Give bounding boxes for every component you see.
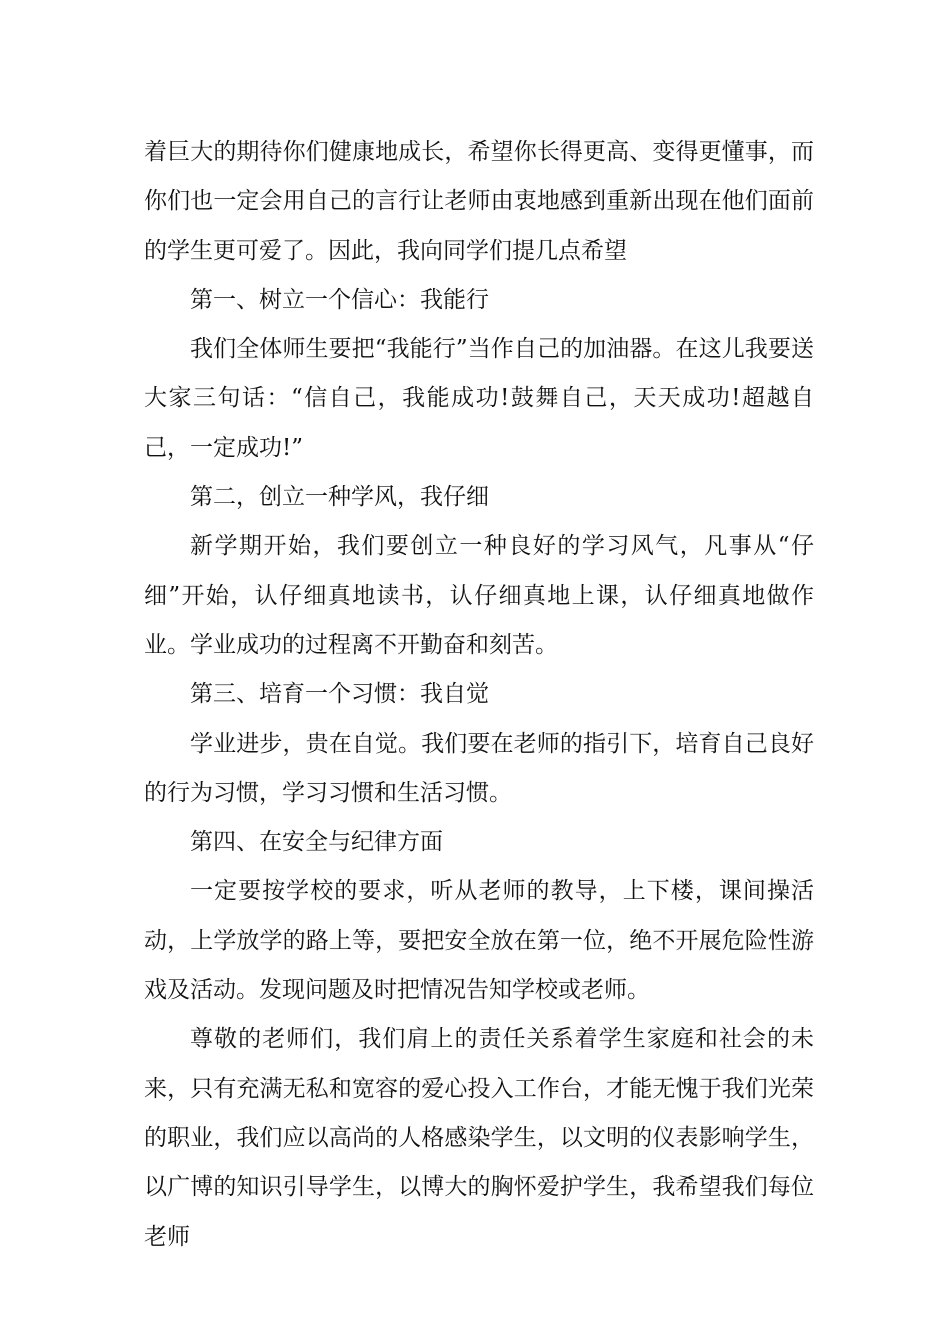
heading-point-one: 第一、树立一个信心：我能行 bbox=[190, 286, 489, 313]
paragraph-continuation: 着巨大的期待你们健康地成长，希望你长得更高、变得更懂事，而你们也一定会用自己的言行让老师由衷地感到重新出现在他们面前的学生更可爱了。因此，我向同学们提几点希望 bbox=[144, 139, 814, 264]
paragraph-point-three: 学业进步，贵在自觉。我们要在老师的指引下，培育自己良好的行为习惯，学习习惯和生活习惯。 bbox=[144, 730, 814, 806]
heading-point-two: 第二，创立一种学风，我仔细 bbox=[190, 484, 489, 511]
paragraph-teachers: 尊敬的老师们，我们肩上的责任关系着学生家庭和社会的未来，只有充满无私和宽容的爱心投入工作台，才能无愧于我们光荣的职业，我们应以高尚的人格感染学生，以文明的仪表影响学生，以广博的知识引导学生，以博大的胸怀爱护学生，我希望我们每位老师 bbox=[144, 1026, 814, 1250]
heading-point-three: 第三、培育一个习惯：我自觉 bbox=[190, 681, 489, 708]
paragraph-point-two: 新学期开始，我们要创立一种良好的学习风气，凡事从“仔细”开始，认仔细真地读书，认仔细真地上课，认仔细真地做作业。学业成功的过程离不开勤奋和刻苦。 bbox=[144, 533, 814, 658]
heading-point-four: 第四、在安全与纪律方面 bbox=[190, 829, 443, 856]
paragraph-point-one: 我们全体师生要把“我能行”当作自己的加油器。在这儿我要送大家三句话：“信自己，我能成功!鼓舞自己，天天成功!超越自己，一定成功!” bbox=[144, 336, 814, 461]
paragraph-point-four: 一定要按学校的要求，听从老师的教导，上下楼，课间操活动，上学放学的路上等，要把安全放在第一位，绝不开展危险性游戏及活动。发现问题及时把情况告知学校或老师。 bbox=[144, 878, 814, 1004]
document-body bbox=[144, 128, 814, 1262]
